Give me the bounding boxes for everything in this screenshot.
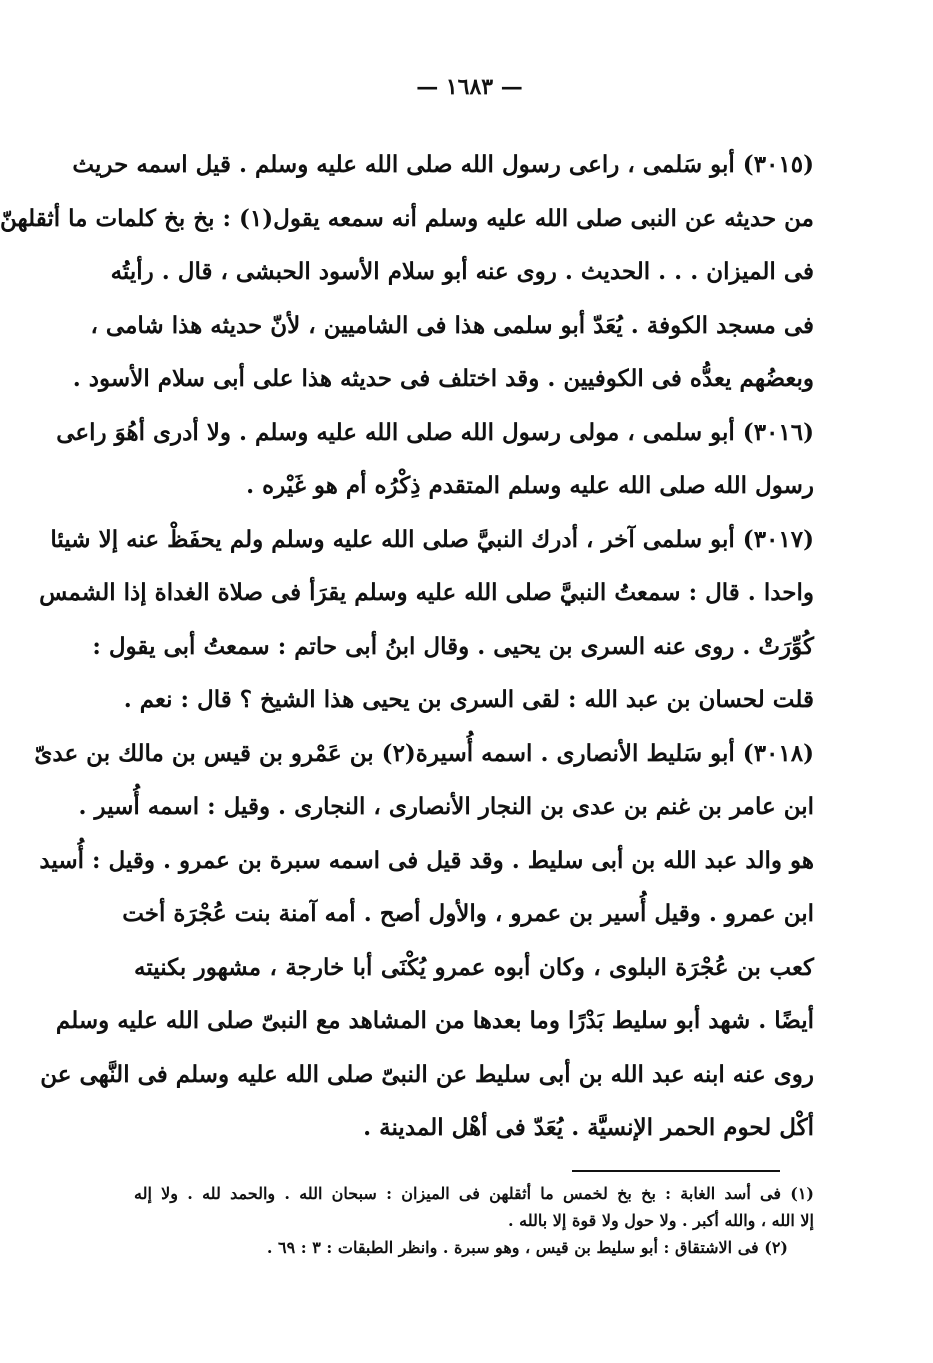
- text-line: فى الميزان . . . الحديث . روى عنه أبو سلام الأسود الحبشى ، قال . رأيتُه: [110, 258, 814, 285]
- text-line: قلت لحسان بن عبد الله : لقى السرى بن يحيى هذا الشيخ ؟ قال : نعم .: [123, 686, 814, 713]
- text-line: كعب بن عُجْرَة البلوى ، وكان أبوه عمرو يُكْنَى أبا خارجة ، مشهور بكنيته: [134, 953, 814, 981]
- text-line: رسول الله صلى الله عليه وسلم المتقدم ذِكْرُه أم هو غَيْره .: [246, 472, 814, 499]
- page-number: — ١٦٨٣ —: [416, 74, 523, 100]
- text-line: واحدا . قال : سمعتُ النبيَّ صلى الله عليه وسلم يقرَأ فى صلاة الغداة إذا الشمس: [39, 579, 814, 606]
- text-line: هو والد عبد الله بن أبى سليط . وقد قيل فى اسمه سبرة بن عمرو . وقيل : أُسيد: [39, 846, 814, 874]
- text-line: ابن عمرو . وقيل أُسير بن عمرو ، والأول أصح . أمه آمنة بنت عُجْرَة أخت: [122, 900, 814, 927]
- footnote-line: (١) فى أسد الغابة : بخ بخ لخمس ما أثقلهن فى الميزان : سبحان الله . والحمد لله . ولا إله: [134, 1184, 814, 1203]
- footnote-line: إلا الله ، والله أكبر . ولا حول ولا قوة إلا بالله .: [508, 1211, 814, 1230]
- text-line: (٣٠١٨) أبو سَليط الأنصارى . اسمه أُسيرة(٢) بن عَمْرو بن قيس بن مالك بن عدىّ: [34, 739, 814, 767]
- text-line: أيضًا . شهد أبو سليط بَدْرًا وما بعدها من المشاهد مع النبىّ صلى الله عليه وسلم: [55, 1007, 814, 1034]
- text-line: ابن عامر بن غنم بن عدى بن النجار الأنصارى ، النجارى . وقيل : اسمه أُسير .: [78, 793, 814, 820]
- text-line: روى عنه ابنه عبد الله بن أبى سليط عن النبىّ صلى الله عليه وسلم فى النَّهى عن: [40, 1060, 814, 1088]
- text-line: وبعضُهم يعدُّه فى الكوفيين . وقد اختلف فى حديثه هذا على أبى سلام الأسود .: [72, 365, 814, 392]
- text-line: فى مسجد الكوفة . يُعَدّ أبو سلمى هذا فى الشاميين ، لأنّ حديثه هذا شامى ،: [90, 311, 814, 339]
- text-line: (٣٠١٦) أبو سلمى ، مولى رسول الله صلى الله عليه وسلم . ولا أدرى أهُوَ راعى: [56, 418, 814, 446]
- text-line: أكْل لحوم الحمر الإنسيَّة . يُعَدّ فى أهْل المدينة .: [363, 1114, 814, 1141]
- text-line: كُوِّرَتْ . روى عنه السرى بن يحيى . وقال ابنُ أبى حاتم : سمعتُ أبى يقول :: [92, 632, 814, 660]
- main-text: [0, 138, 814, 1155]
- footnote-line: (٢) فى الاشتقاق : أبو سليط بن قيس ، وهو سبرة . وانظر الطبقات : ٣ : ٦٩ .: [266, 1238, 788, 1257]
- text-line: من حديثه عن النبى صلى الله عليه وسلم أنه سمعه يقول(١) : بخ بخ كلمات ما أثقلهنّ: [0, 204, 814, 232]
- footnotes: [134, 1180, 814, 1261]
- footnote-divider: [572, 1170, 780, 1172]
- text-line: (٣٠١٥) أبو سَلمى ، راعى رسول الله صلى الله عليه وسلم . قيل اسمه حريث: [72, 151, 814, 178]
- text-line: (٣٠١٧) أبو سلمى آخر ، أدرك النبيَّ صلى الله عليه وسلم ولم يحفَظْ عنه إلا شيئا: [50, 525, 814, 553]
